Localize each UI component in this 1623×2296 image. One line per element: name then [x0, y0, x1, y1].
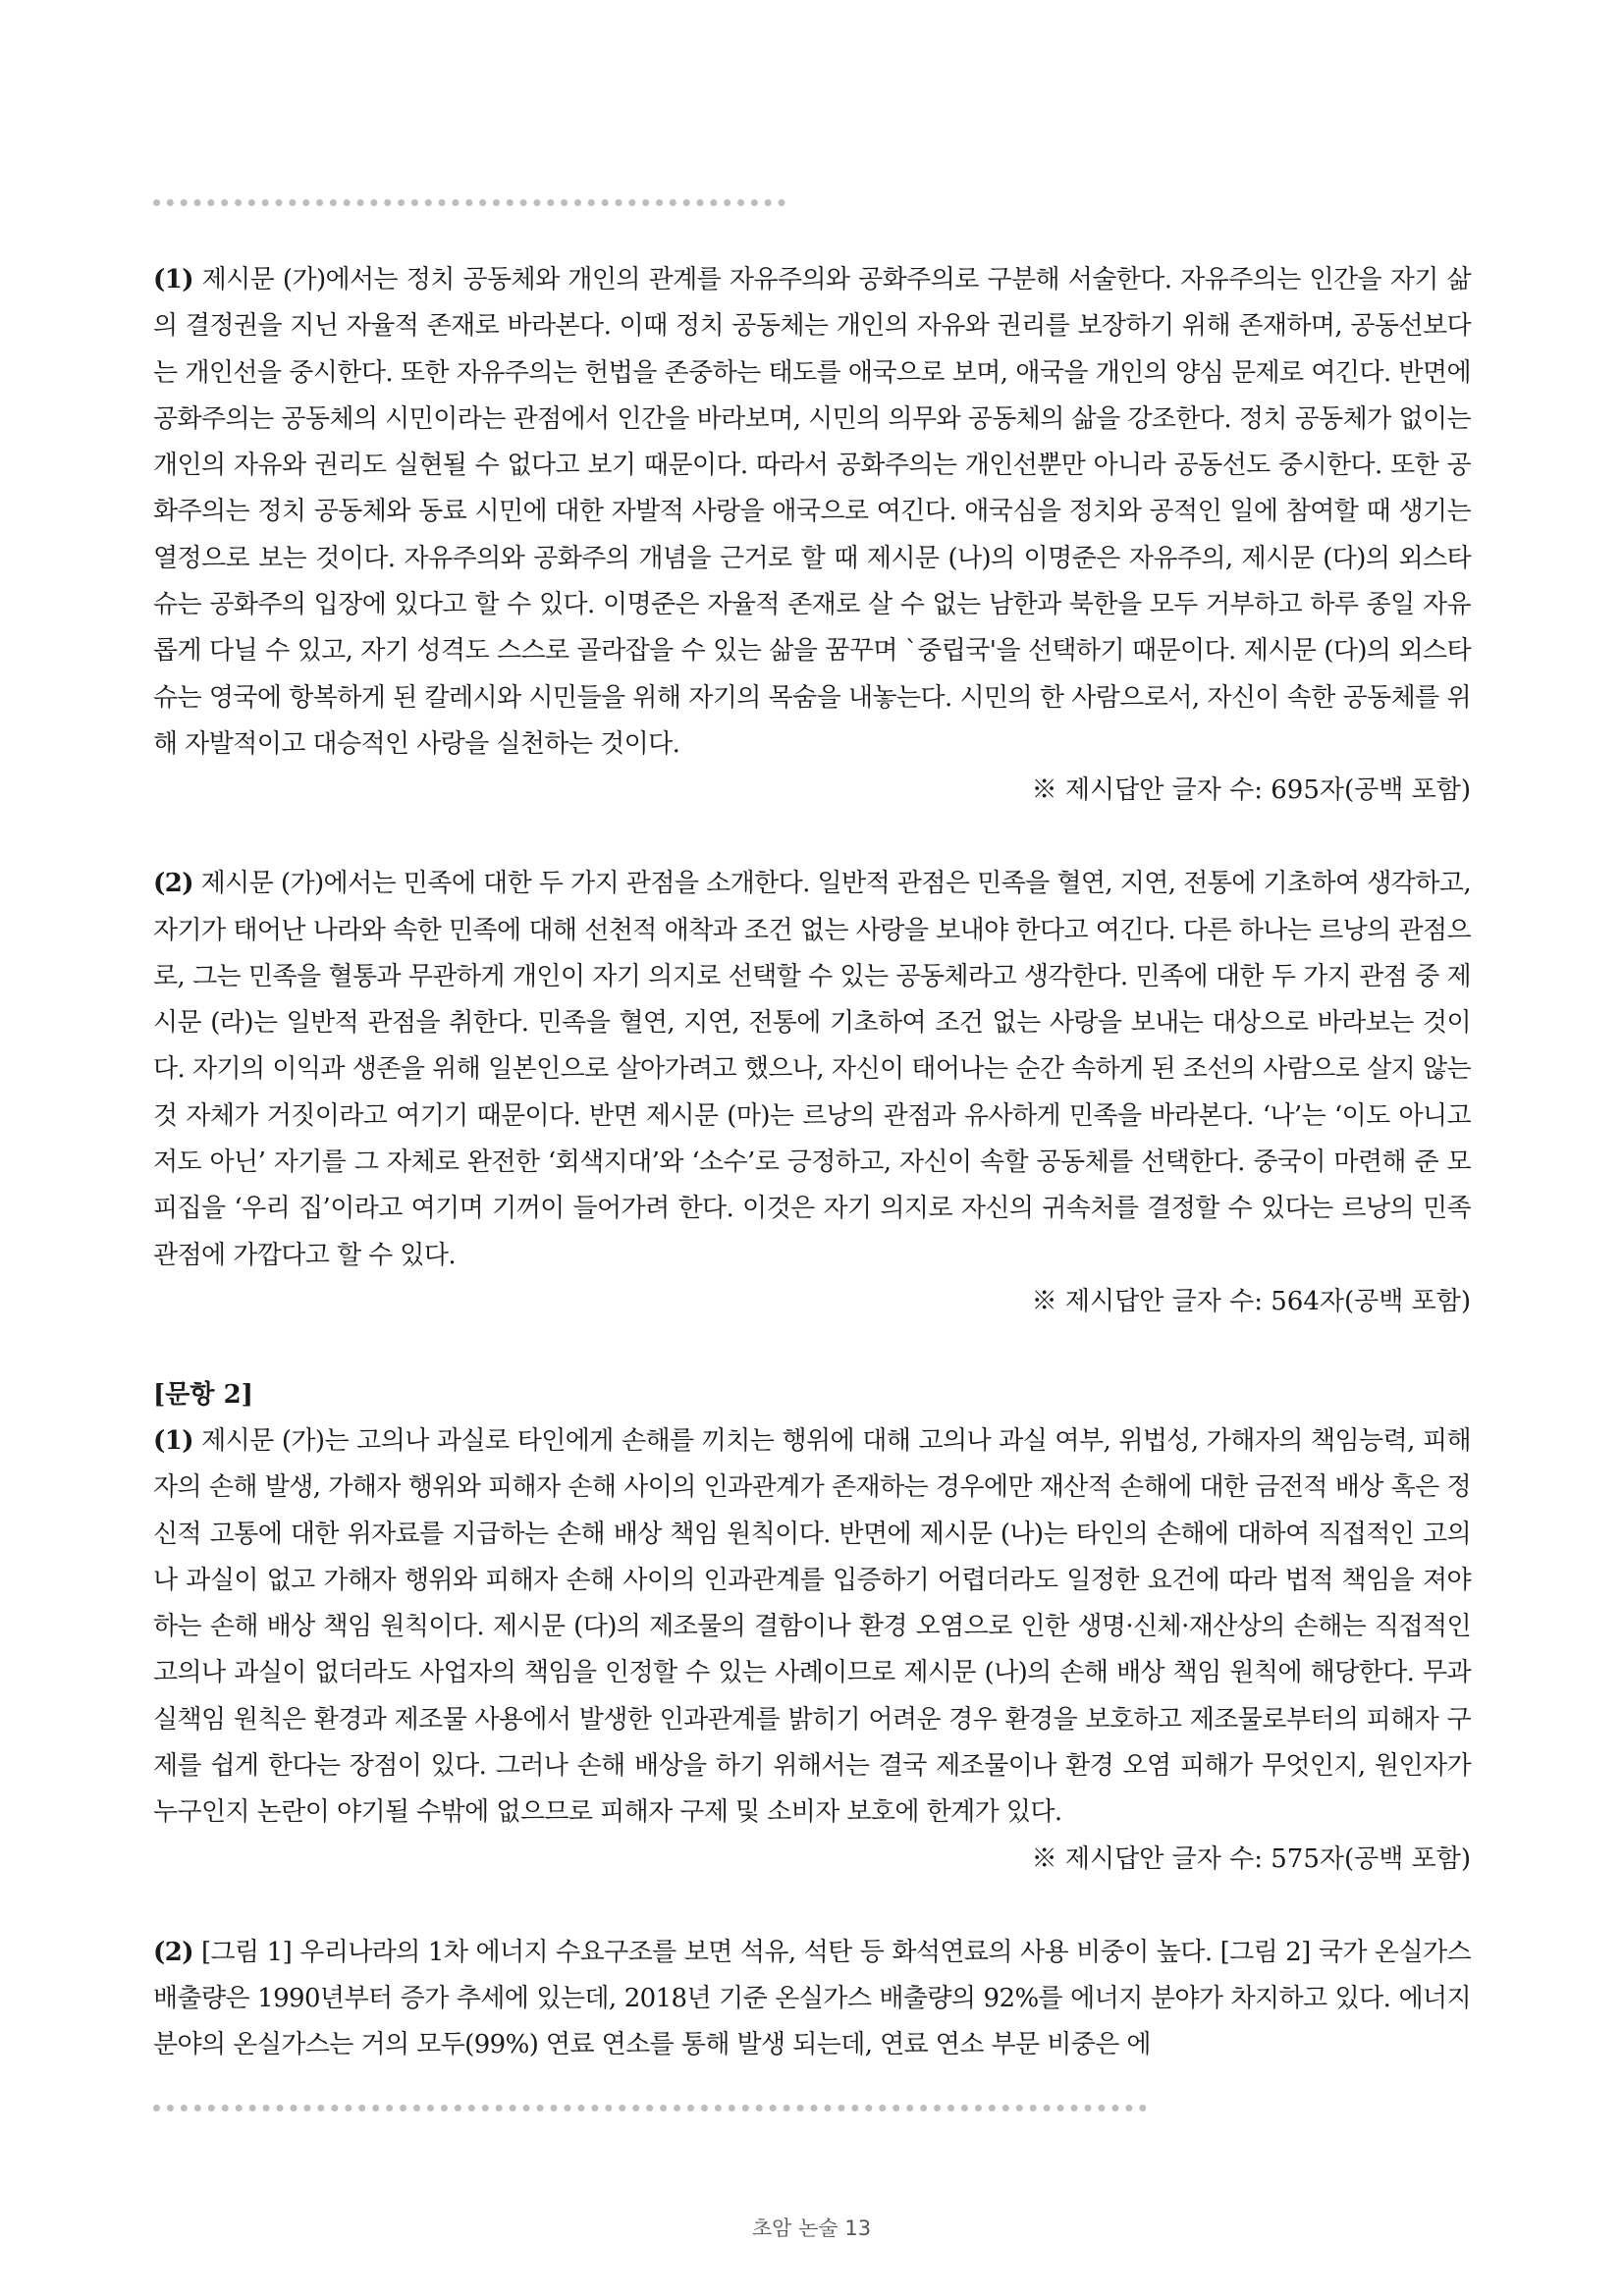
answer-2-2 [153, 1930, 1471, 2069]
character-count: ※ 제시답안 글자 수: 564자(공백 포함) [1031, 1286, 1471, 1316]
answer-number: (1) [153, 265, 193, 294]
answer-text: 제시문 (가)에서는 정치 공동체와 개인의 관계를 자유주의와 공화주의로 구분해 서술한다. 자유주의는 인간을 자기 삶의 결정권을 지닌 자율적 존재로 바라본다. 이때 정치 공동체는 개인의 자유와 권리를 보장하기 위해 존재하며, 공동선보다는 개인선을 중시한다. 또한 자유주의는 헌법을 존중하는 태도를 애국으로 보며, 애국을 개인의 양심 문제로 여긴다. 반면에 공화주의는 공동체의 시민이라는 관점에서 인간을 바라보며, 시민의 의무와 공동체의 삶을 강조한다. 정치 공동체가 없이는 개인의 자유와 권리도 실현될 수 없다고 보기 때문이다. 따라서 공화주의는 개인선뿐만 아니라 공동선도 중시한다. 또한 공화주의는 정치 공동체와 동료 시민에 대한 자발적 사랑을 애국으로 여긴다. 애국심을 정치와 공적인 일에 참여할 때 생기는 열정으로 보는 것이다. 자유주의와 공화주의 개념을 근거로 할 때 제시문 (나)의 이명준은 자유주의, 제시문 (다)의 외스타슈는 공화주의 입장에 있다고 할 수 있다. 이명준은 자율적 존재로 살 수 없는 남한과 북한을 모두 거부하고 하루 종일 자유롭게 다닐 수 있고, 자기 성격도 스스로 골라잡을 수 있는 삶을 꿈꾸며 `중립국'을 선택하기 때문이다. 제시문 (다)의 외스타슈는 영국에 항복하게 된 칼레시와 시민들을 위해 자기의 목숨을 내놓는다. 시민의 한 사람으로서, 자신이 속한 공동체를 위해 자발적이고 대승적인 사랑을 실천하는 것이다. [153, 265, 1471, 759]
document-body [153, 257, 1471, 2069]
page-footer: 초암 논술 13 [751, 2216, 872, 2240]
character-count: ※ 제시답안 글자 수: 695자(공백 포함) [1031, 775, 1471, 806]
answer-text: 제시문 (가)는 고의나 과실로 타인에게 손해를 끼치는 행위에 대해 고의나 과실 여부, 위법성, 가해자의 책임능력, 피해자의 손해 발생, 가해자 행위와 피해자 손해 사이의 인과관계가 존재하는 경우에만 재산적 손해에 대한 금전적 배상 혹은 정신적 고통에 대한 위자료를 지급하는 손해 배상 책임 원칙이다. 반면에 제시문 (나)는 타인의 손해에 대하여 직접적인 고의나 과실이 없고 가해자 행위와 피해자 손해 사이의 인과관계를 입증하기 어렵더라도 일정한 요건에 따라 법적 책임을 져야 하는 손해 배상 책임 원칙이다. 제시문 (다)의 제조물의 결함이나 환경 오염으로 인한 생명·신체·재산상의 손해는 직접적인 고의나 과실이 없더라도 사업자의 책임을 인정할 수 있는 사례이므로 제시문 (나)의 손해 배상 책임 원칙에 해당한다. 무과실책임 원칙은 환경과 제조물 사용에서 발생한 인과관계를 밝히기 어려운 경우 환경을 보호하고 제조물로부터의 피해자 구제를 쉽게 한다는 장점이 있다. 그러나 손해 배상을 하기 위해서는 결국 제조물이나 환경 오염 피해가 무엇인지, 원인자가 누구인지 논란이 야기될 수밖에 없으므로 피해자 구제 및 소비자 보호에 한계가 있다. [153, 1425, 1471, 1828]
character-count: ※ 제시답안 글자 수: 575자(공백 포함) [1031, 1843, 1471, 1874]
answer-text: [그림 1] 우리나라의 1차 에너지 수요구조를 보면 석유, 석탄 등 화석연료의 사용 비중이 높다. [그림 2] 국가 온실가스 배출량은 1990년부터 증가 추세에 있는데, 2018년 기준 온실가스 배출량의 92%를 에너지 분야가 차지하고 있다. 에너지 분야의 온실가스는 거의 모두(99%) 연료 연소를 통해 발생 되는데, 연료 연소 부문 비중은 에 [153, 1937, 1471, 2060]
answer-number: (2) [153, 1937, 193, 1967]
answer-2-1 [153, 1418, 1471, 1837]
answer-1-1 [153, 257, 1471, 768]
answer-number: (1) [153, 1425, 193, 1456]
answer-text: 제시문 (가)에서는 민족에 대한 두 가지 관점을 소개한다. 일반적 관점은 민족을 혈연, 지연, 전통에 기초하여 생각하고, 자기가 태어난 나라와 속한 민족에 대해 선천적 애착과 조건 없는 사랑을 보내야 한다고 여긴다. 다른 하나는 르낭의 관점으로, 그는 민족을 혈통과 무관하게 개인이 자기 의지로 선택할 수 있는 공동체라고 생각한다. 민족에 대한 두 가지 관점 중 제시문 (라)는 일반적 관점을 취한다. 민족을 혈연, 지연, 전통에 기초하여 조건 없는 사랑을 보내는 대상으로 바라보는 것이다. 자기의 이익과 생존을 위해 일본인으로 살아가려고 했으나, 자신이 태어나는 순간 속하게 된 조선의 사람으로 살지 않는 것 자체가 거짓이라고 여기기 때문이다. 반면 제시문 (마)는 르낭의 관점과 유사하게 민족을 바라본다. ‘나’는 ‘이도 아니고 저도 아닌’ 자기를 그 자체로 완전한 ‘회색지대’와 ‘소수’로 긍정하고, 자신이 속할 공동체를 선택한다. 중국이 마련해 준 모피집을 ‘우리 집’이라고 여기며 기꺼이 들어가려 한다. 이것은 자기 의지로 자신의 귀속처를 결정할 수 있다는 르낭의 민족 관점에 가깝다고 할 수 있다. [153, 869, 1471, 1270]
question-heading: [문항 2] [153, 1379, 253, 1410]
answer-number: (2) [153, 869, 193, 899]
bottom-dotted-divider [153, 2105, 1147, 2111]
top-dotted-divider [153, 199, 785, 206]
answer-1-2 [153, 861, 1471, 1279]
